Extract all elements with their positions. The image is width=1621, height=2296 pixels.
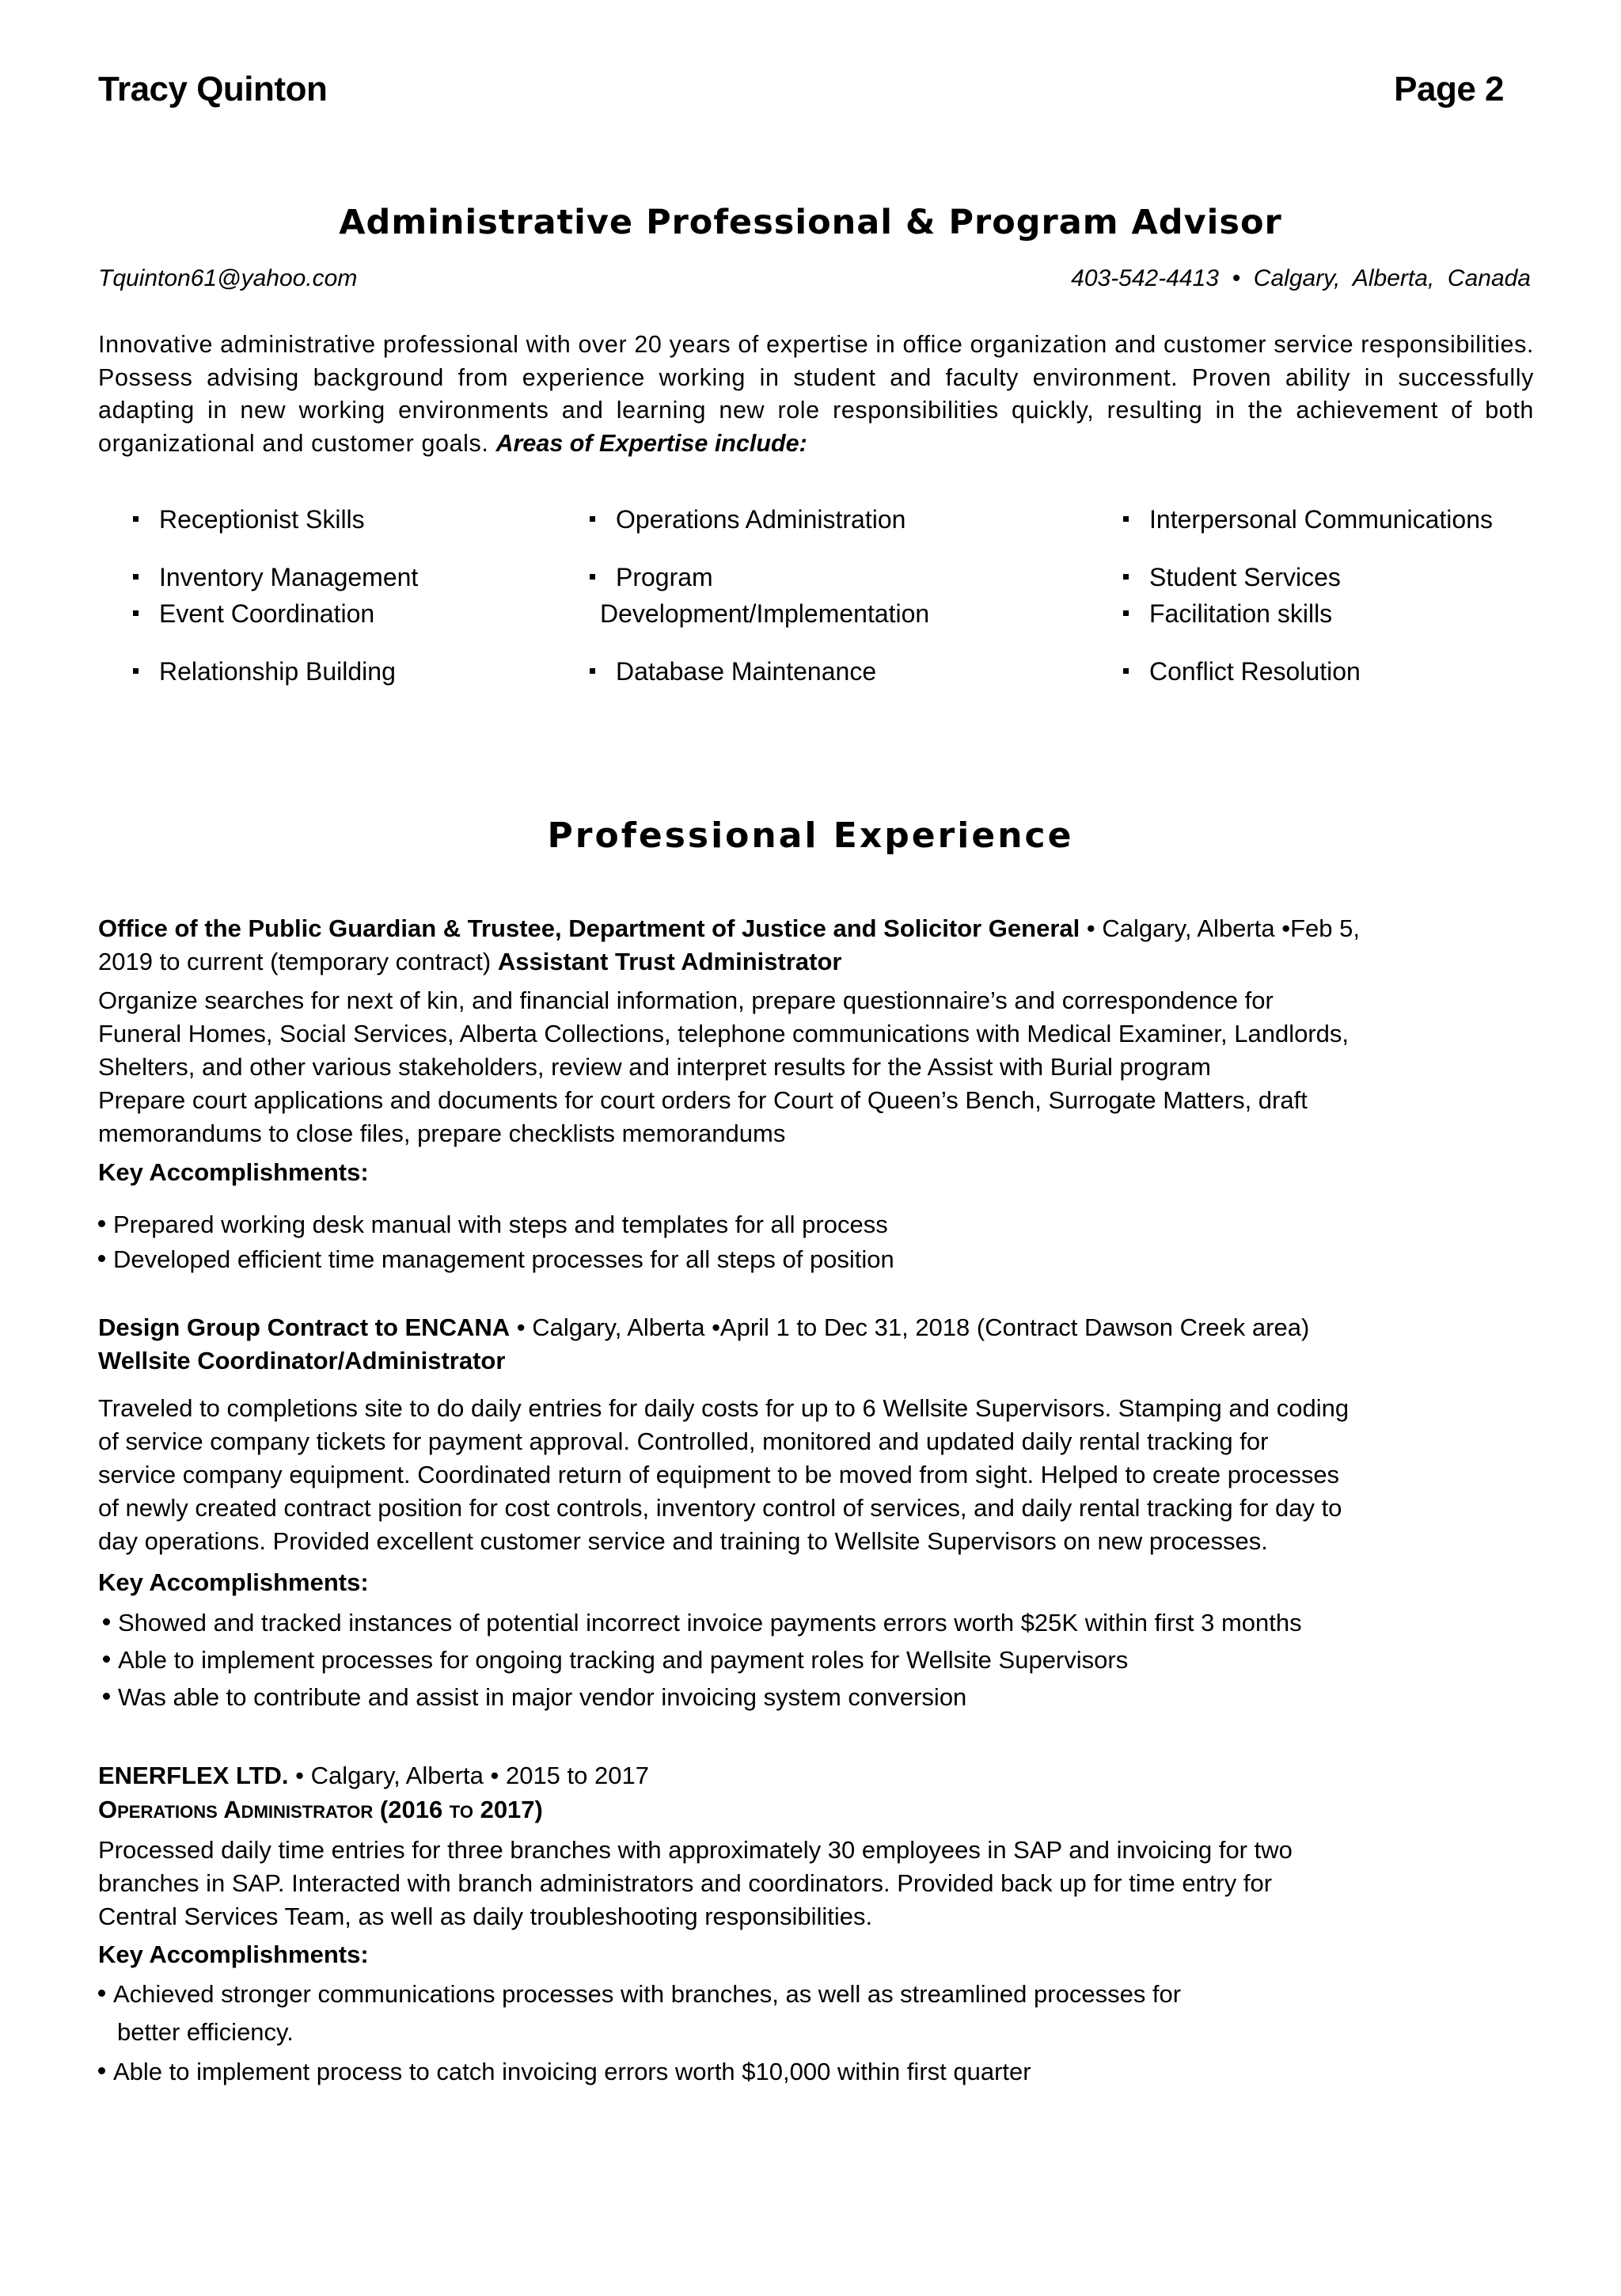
job-meta-continued: 2019 to current (temporary contract) — [98, 948, 498, 975]
square-bullet-icon — [1123, 668, 1129, 674]
bullet-icon — [103, 1693, 110, 1700]
key-accomplishments-label: Key Accomplishments: — [98, 1941, 369, 1968]
job-description: Organize searches for next of kin, and financial information, prepare questionnaire’s and correspondence for Funeral Homes, Social Services, Alberta Collections, telephone communications with Medical Examiner, Landlords, Shelters, and other various stakeholders, review and interpret results for the Assist with Burial program Prepare court applications and documents for court orders for Court of Queen’s Bench, Surrogate Matters, draft memorandums to close files, prepare checklists memorandums — [98, 986, 1350, 1147]
skill-item: Interpersonal Communications — [1123, 501, 1493, 538]
skill-item: Database Maintenance — [590, 653, 876, 690]
job-meta: • Calgary, Alberta •April 1 to Dec 31, 2018 (Contract Dawson Creek area) — [510, 1313, 1310, 1341]
accomplishment-item: Was able to contribute and assist in major vendor invoicing system conversion — [103, 1680, 966, 1715]
job-role: Operations Administrator (2016 to 2017) — [98, 1796, 543, 1823]
summary-paragraph — [98, 329, 1534, 460]
bullet-icon — [98, 1220, 105, 1227]
skill-item: Conflict Resolution — [1123, 653, 1361, 690]
accomplishment-item: Prepared working desk manual with steps and templates for all process — [98, 1207, 888, 1242]
bullet-icon — [103, 1618, 110, 1625]
job-description: Traveled to completions site to do daily entries for daily costs for up to 6 Wellsite Supervisors. Stamping and coding of service company tickets for payment approval. Controlled, monitored and updated daily rental tracking for service company equipment. Coordinated return of equipment to be moved from sight. Helped to create processes of newly created contract position for cost controls, inventory control of services, and daily rental tracking for day to day operations. Provided excellent customer service and training to Wellsite Supervisors on new processes. — [98, 1394, 1350, 1555]
key-accomplishments-label: Key Accomplishments: — [98, 1568, 369, 1596]
resume-title: Administrative Professional & Program Advisor — [339, 203, 1282, 242]
job-header — [98, 1311, 1555, 1378]
skill-item: Facilitation skills — [1123, 595, 1332, 632]
square-bullet-icon — [590, 668, 595, 674]
skill-item: Student Services — [1123, 559, 1341, 595]
accomplishment-item: Able to implement process to catch invoicing errors worth $10,000 within first quarter — [98, 2055, 1031, 2089]
header-name: Tracy Quinton — [98, 70, 328, 108]
summary-text: Innovative administrative professional with over 20 years of expertise in office organization and customer service responsibilities. Possess advising background from experience working in student and faculty environment. Proven ability in successfully adapting in new working environments and learning new role responsibilities quickly, resulting in the achievement of both organizational and customer goals. — [98, 331, 1534, 457]
accomplishment-item-continued: better efficiency. — [117, 2018, 294, 2046]
job-header — [98, 1759, 1555, 1792]
key-accomplishments-label: Key Accomplishments: — [98, 1158, 369, 1186]
job-employer: ENERFLEX LTD. — [98, 1762, 289, 1789]
job-meta: • Calgary, Alberta • 2015 to 2017 — [288, 1762, 649, 1789]
job-role: Wellsite Coordinator/Administrator — [98, 1347, 506, 1374]
skill-item: Inventory Management — [133, 559, 418, 595]
job-meta: • Calgary, Alberta •Feb 5, — [1080, 914, 1360, 942]
job-description: Processed daily time entries for three branches with approximately 30 employees in SAP and invoicing for two branches in SAP. Interacted with branch administrators and coordinators. Provided back up for time entry for Central Services Team, as well as daily troubleshooting responsibilities. — [98, 1836, 1293, 1930]
skill-item: Relationship Building — [133, 653, 396, 690]
square-bullet-icon — [590, 516, 595, 522]
skill-item: Operations Administration — [590, 501, 905, 538]
accomplishment-item: Developed efficient time management processes for all steps of position — [98, 1242, 894, 1277]
contact-phone-location: 403-542-4413 • Calgary, Alberta, Canada — [1071, 265, 1531, 291]
square-bullet-icon — [133, 610, 139, 616]
job-role: Assistant Trust Administrator — [497, 948, 842, 975]
skill-item: Receptionist Skills — [133, 501, 365, 538]
job-employer: Design Group Contract to ENCANA — [98, 1313, 511, 1341]
accomplishment-item: Showed and tracked instances of potential incorrect invoice payments errors worth $25K within first 3 months — [103, 1606, 1302, 1640]
accomplishment-item: Able to implement processes for ongoing tracking and payment roles for Wellsite Supervisors — [103, 1643, 1128, 1678]
square-bullet-icon — [133, 574, 139, 580]
bullet-icon — [103, 1655, 110, 1663]
square-bullet-icon — [590, 574, 595, 580]
square-bullet-icon — [133, 668, 139, 674]
skill-item: Event Coordination — [133, 595, 374, 632]
square-bullet-icon — [133, 516, 139, 522]
skill-item: Program Development/Implementation — [590, 559, 929, 632]
job-employer: Office of the Public Guardian & Trustee, Department of Justice and Solicitor General — [98, 914, 1080, 942]
square-bullet-icon — [1123, 574, 1129, 580]
job-header — [98, 912, 1547, 979]
square-bullet-icon — [1123, 516, 1129, 522]
bullet-icon — [98, 2067, 105, 2074]
square-bullet-icon — [1123, 610, 1129, 616]
header-page-number: Page 2 — [1394, 70, 1504, 108]
accomplishment-item: Achieved stronger communications processes with branches, as well as streamlined processes for — [98, 1977, 1181, 2012]
section-heading-experience: Professional Experience — [547, 815, 1074, 856]
bullet-icon — [98, 1990, 105, 1997]
bullet-icon — [98, 1255, 105, 1262]
contact-email: Tquinton61@yahoo.com — [98, 265, 358, 291]
expertise-label: Areas of Expertise include: — [495, 429, 807, 457]
